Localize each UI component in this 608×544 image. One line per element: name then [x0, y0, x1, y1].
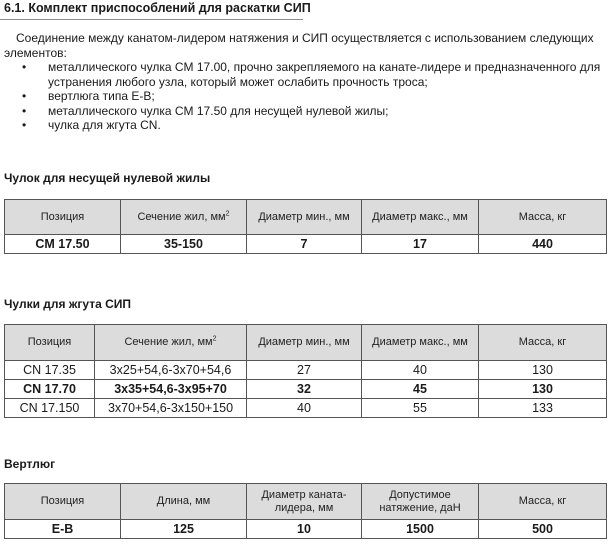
- cell-dmin: 32: [247, 380, 362, 399]
- col-header-dmax: Диаметр макс., мм: [362, 200, 479, 235]
- col-header-section: [95, 325, 247, 361]
- intro-block: [4, 31, 604, 133]
- element-list: [4, 60, 604, 133]
- col-header-length: Длина, мм: [121, 484, 247, 520]
- table1-title: Чулок для несущей нулевой жилы: [4, 171, 211, 185]
- col-header-dmax: Диаметр макс., мм: [362, 325, 479, 361]
- cell-tension: 1500: [362, 520, 479, 539]
- bullet-icon: •: [22, 118, 27, 132]
- col-header-position: Позиция: [5, 484, 121, 520]
- col-header-tension: Допустимое натяжение, даН: [362, 484, 479, 520]
- col-header-position: Позиция: [5, 200, 121, 235]
- cell-mass: 440: [479, 235, 607, 254]
- col-header-mass: Масса, кг: [479, 200, 607, 235]
- cell-mass: 130: [479, 380, 607, 399]
- table-harness-stockings: [4, 324, 607, 418]
- bullet-icon: •: [22, 89, 27, 103]
- col-header-section-text: Сечение жил, мм: [137, 210, 226, 223]
- cell-dmax: 17: [362, 235, 479, 254]
- table-neutral-stocking: [4, 199, 607, 254]
- cell-section: 35-150: [121, 235, 247, 254]
- cell-dmin: 7: [247, 235, 362, 254]
- title-underline: [0, 19, 303, 20]
- cell-section: 3x35+54,6-3x95+70: [95, 380, 247, 399]
- list-item: [4, 60, 604, 89]
- list-item-text: чулка для жгута CN.: [48, 118, 161, 132]
- cell-position: E-B: [5, 520, 121, 539]
- cell-dmax: 40: [362, 361, 479, 380]
- cell-length: 125: [121, 520, 247, 539]
- table-row: [5, 361, 607, 380]
- col-header-mass: Масса, кг: [479, 325, 607, 361]
- section-title: 6.1. Комплект приспособлений для раскатки СИП: [4, 1, 311, 15]
- list-item: [4, 104, 604, 119]
- cell-position: CN 17.150: [5, 399, 95, 418]
- table-row: [5, 235, 607, 254]
- list-item-text: металлического чулка CM 17.50 для несущей нулевой жилы;: [48, 103, 389, 118]
- col-header-section-text: Сечение жил, мм: [124, 336, 213, 348]
- table3-title: Вертлюг: [4, 457, 56, 471]
- list-item: [4, 89, 604, 104]
- cell-section: 3x70+54,6-3x150+150: [95, 399, 247, 418]
- table2-title: Чулки для жгута СИП: [4, 297, 131, 311]
- cell-dmax: 45: [362, 380, 479, 399]
- bullet-icon: •: [22, 60, 27, 74]
- cell-dmin: 40: [247, 399, 362, 418]
- col-header-diameter: Диаметр каната-лидера, мм: [247, 484, 362, 520]
- col-header-dmin: Диаметр мин., мм: [247, 325, 362, 361]
- bullet-icon: •: [22, 103, 27, 118]
- table-swivel: [4, 483, 607, 539]
- cell-position: CN 17.35: [5, 361, 95, 380]
- table-row: [5, 380, 607, 399]
- col-header-section-sup: 2: [225, 209, 230, 217]
- cell-dmin: 27: [247, 361, 362, 380]
- cell-dmax: 55: [362, 399, 479, 418]
- col-header-position: Позиция: [5, 325, 95, 361]
- col-header-section-sup: 2: [212, 335, 217, 343]
- col-header-dmin: Диаметр мин., мм: [247, 200, 362, 235]
- cell-position: CM 17.50: [5, 235, 121, 254]
- col-header-section: [121, 200, 247, 235]
- cell-section: 3x25+54,6-3x70+54,6: [95, 361, 247, 380]
- cell-mass: 500: [479, 520, 607, 539]
- col-header-mass: Масса, кг: [479, 484, 607, 520]
- cell-mass: 130: [479, 361, 607, 380]
- cell-diameter: 10: [247, 520, 362, 539]
- table-row: [5, 399, 607, 418]
- list-item-text: вертлюга типа E-B;: [48, 89, 155, 103]
- list-item-text: металлического чулка CM 17.00, прочно закрепляемого на канате-лидере и предназначенного для устранения любого узла, который может ослабить прочность троса;: [48, 60, 601, 89]
- cell-mass: 133: [479, 399, 607, 418]
- intro-paragraph: Соединение между канатом-лидером натяжения и СИП осуществляется с использованием следующих элементов:: [4, 31, 594, 60]
- cell-position: CN 17.70: [5, 380, 95, 399]
- table-row: [5, 520, 607, 539]
- list-item: [4, 118, 604, 133]
